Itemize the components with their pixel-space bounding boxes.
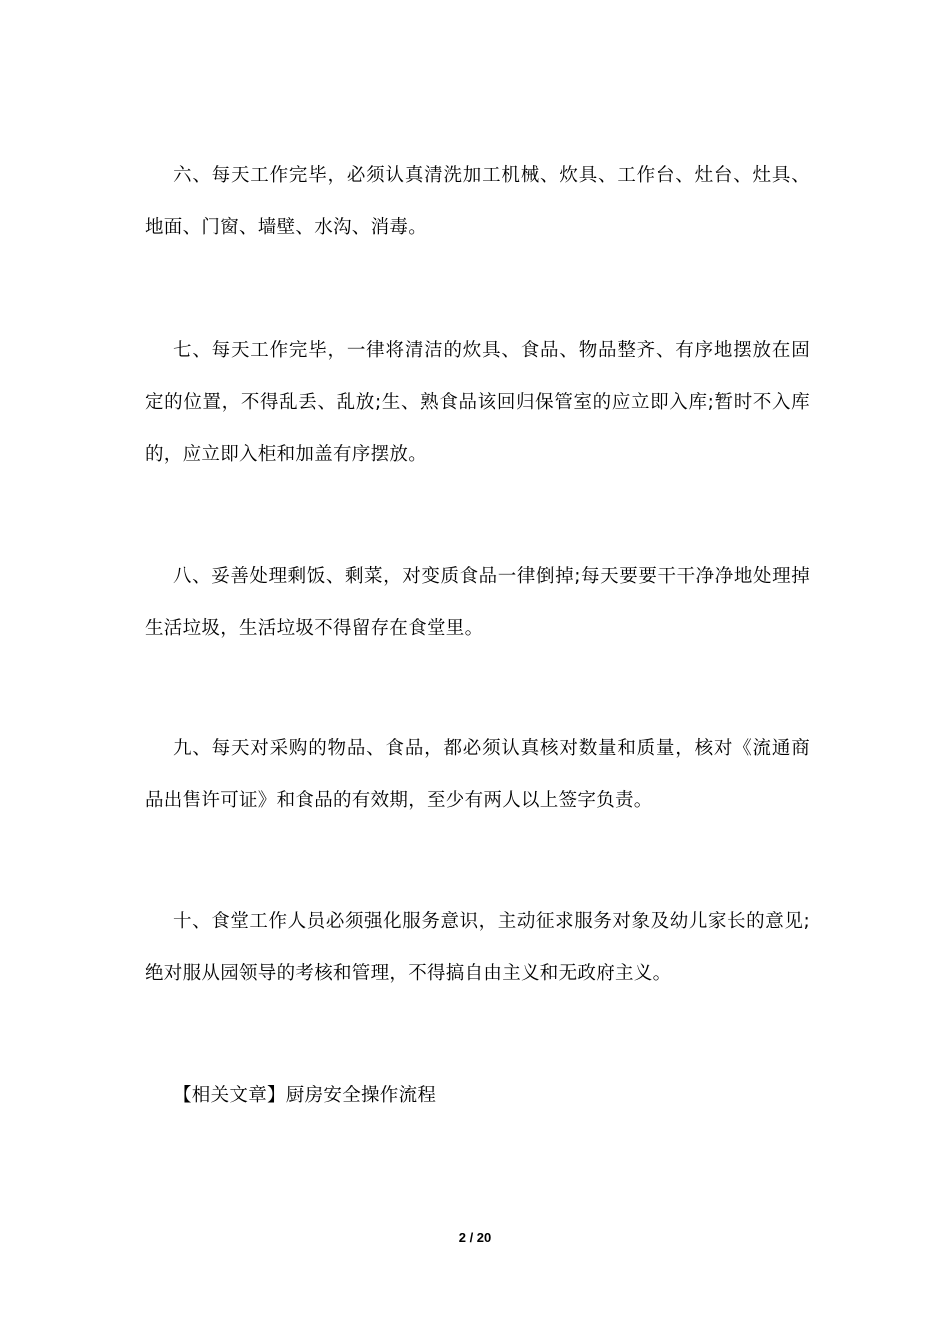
page-number: 2 / 20 <box>458 1230 492 1245</box>
related-article-link[interactable]: 【相关文章】厨房安全操作流程 <box>173 1085 437 1106</box>
paragraph-item-six: 六、每天工作完毕，必须认真清洗加工机械、炊具、工作台、灶台、灶具、地面、门窗、墙壁、水沟、消毒。 <box>145 165 810 238</box>
paragraph-item-seven: 七、每天工作完毕，一律将清洁的炊具、食品、物品整齐、有序地摆放在固定的位置，不得乱丢、乱放;生、熟食品该回归保管室的应立即入库;暂时不入库的，应立即入柜和加盖有序摆放。 <box>145 340 810 465</box>
paragraph-item-nine: 九、每天对采购的物品、食品，都必须认真核对数量和质量，核对《流通商品出售许可证》和食品的有效期，至少有两人以上签字负责。 <box>145 738 810 811</box>
paragraph-item-eight: 八、妥善处理剩饭、剩菜，对变质食品一律倒掉;每天要要干干净净地处理掉生活垃圾，生活垃圾不得留存在食堂里。 <box>145 566 810 639</box>
paragraph-item-ten: 十、食堂工作人员必须强化服务意识，主动征求服务对象及幼儿家长的意见;绝对服从园领导的考核和管理，不得搞自由主义和无政府主义。 <box>145 911 810 984</box>
